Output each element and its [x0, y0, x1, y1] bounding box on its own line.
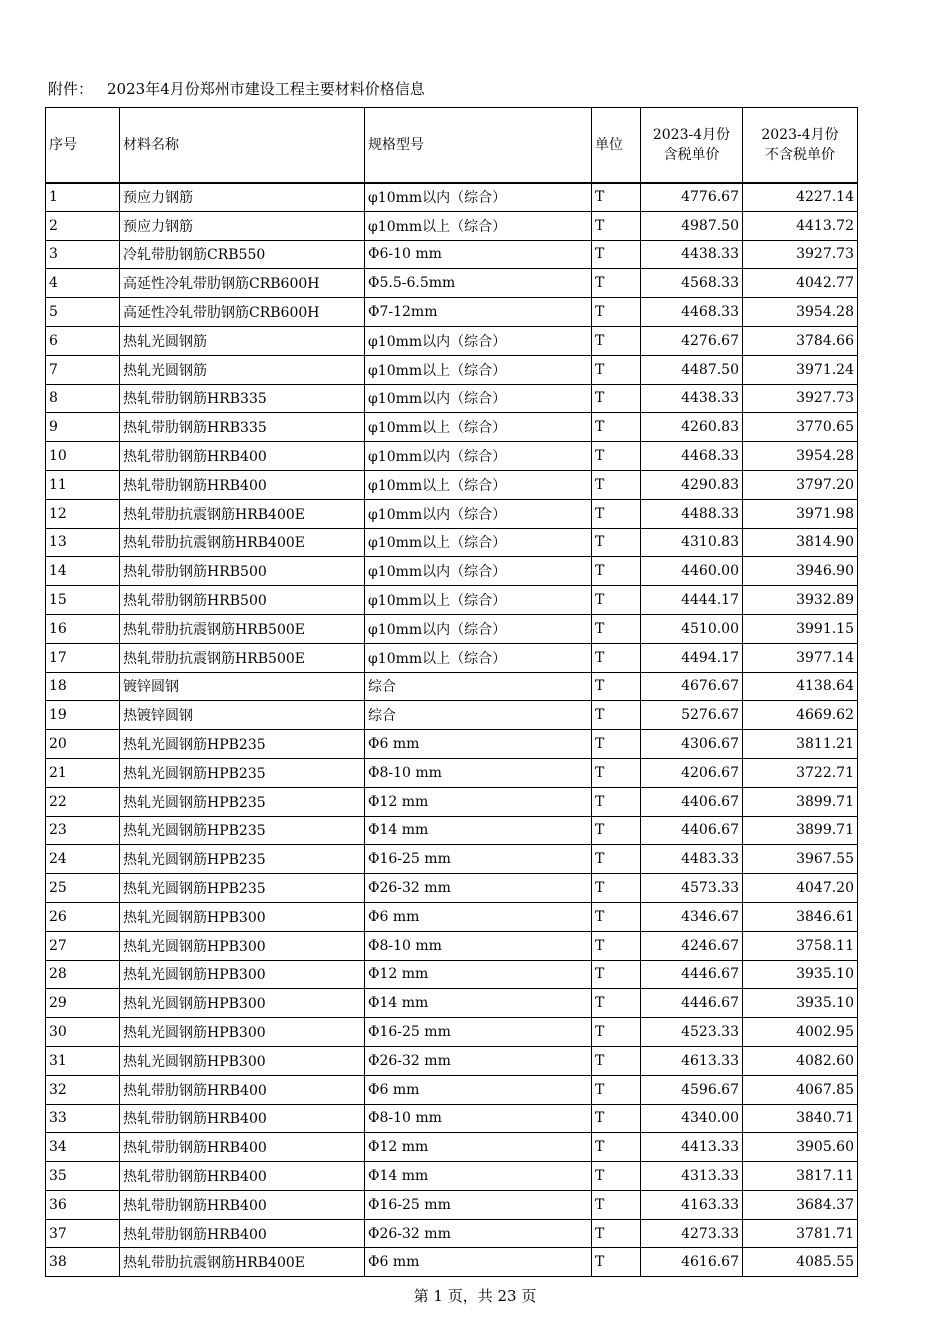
cell-no: 36	[46, 1190, 120, 1219]
cell-price-notax: 4138.64	[743, 672, 858, 701]
table-row	[46, 470, 858, 499]
table-row	[46, 1075, 858, 1104]
cell-name: 热轧带肋抗震钢筋HRB400E	[120, 499, 365, 528]
cell-spec: φ10mm以上（综合）	[365, 355, 592, 384]
table-row	[46, 874, 858, 903]
cell-unit: T	[592, 931, 641, 960]
cell-no: 15	[46, 586, 120, 615]
cell-no: 21	[46, 758, 120, 787]
cell-unit: T	[592, 672, 641, 701]
cell-name: 热轧光圆钢筋HPB300	[120, 989, 365, 1018]
cell-unit: T	[592, 730, 641, 759]
cell-unit: T	[592, 614, 641, 643]
cell-unit: T	[592, 845, 641, 874]
cell-no: 10	[46, 442, 120, 471]
cell-unit: T	[592, 355, 641, 384]
cell-no: 34	[46, 1133, 120, 1162]
table-row	[46, 413, 858, 442]
cell-name: 冷轧带肋钢筋CRB550	[120, 240, 365, 269]
cell-no: 28	[46, 960, 120, 989]
cell-name: 热轧带肋钢筋HRB400	[120, 1075, 365, 1104]
cell-no: 17	[46, 643, 120, 672]
cell-price-notax: 4067.85	[743, 1075, 858, 1104]
cell-no: 6	[46, 326, 120, 355]
cell-price-tax: 4483.33	[641, 845, 743, 874]
cell-spec: Φ12 mm	[365, 787, 592, 816]
cell-price-tax: 4568.33	[641, 269, 743, 298]
cell-unit: T	[592, 269, 641, 298]
cell-name: 热轧带肋抗震钢筋HRB400E	[120, 528, 365, 557]
cell-no: 24	[46, 845, 120, 874]
cell-no: 12	[46, 499, 120, 528]
cell-price-tax: 4246.67	[641, 931, 743, 960]
cell-price-tax: 4346.67	[641, 902, 743, 931]
table-row	[46, 614, 858, 643]
cell-spec: φ10mm以内（综合）	[365, 557, 592, 586]
table-row	[46, 557, 858, 586]
cell-spec: 综合	[365, 701, 592, 730]
cell-name: 镀锌圆钢	[120, 672, 365, 701]
cell-no: 18	[46, 672, 120, 701]
cell-spec: φ10mm以上（综合）	[365, 643, 592, 672]
cell-spec: Φ8-10 mm	[365, 758, 592, 787]
cell-spec: φ10mm以内（综合）	[365, 326, 592, 355]
table-row	[46, 528, 858, 557]
table-row	[46, 701, 858, 730]
cell-spec: Φ6 mm	[365, 902, 592, 931]
cell-spec: Φ8-10 mm	[365, 931, 592, 960]
cell-spec: φ10mm以上（综合）	[365, 470, 592, 499]
cell-name: 热轧带肋钢筋HRB500	[120, 557, 365, 586]
table-row	[46, 989, 858, 1018]
table-row	[46, 1219, 858, 1248]
cell-price-tax: 4616.67	[641, 1248, 743, 1277]
cell-spec: Φ6 mm	[365, 730, 592, 759]
cell-spec: Φ16-25 mm	[365, 845, 592, 874]
cell-unit: T	[592, 1219, 641, 1248]
cell-price-notax: 3967.55	[743, 845, 858, 874]
cell-price-tax: 4488.33	[641, 499, 743, 528]
cell-name: 热轧光圆钢筋	[120, 326, 365, 355]
cell-price-tax: 4163.33	[641, 1190, 743, 1219]
table-row	[46, 183, 858, 212]
cell-price-notax: 3946.90	[743, 557, 858, 586]
table-row	[46, 1046, 858, 1075]
cell-no: 9	[46, 413, 120, 442]
cell-price-tax: 4676.67	[641, 672, 743, 701]
cell-price-tax: 4523.33	[641, 1018, 743, 1047]
table-row	[46, 643, 858, 672]
table-row	[46, 298, 858, 327]
cell-price-notax: 3971.24	[743, 355, 858, 384]
cell-unit: T	[592, 211, 641, 240]
cell-no: 22	[46, 787, 120, 816]
cell-spec: Φ6-10 mm	[365, 240, 592, 269]
cell-name: 热轧带肋抗震钢筋HRB500E	[120, 614, 365, 643]
cell-price-tax: 4776.67	[641, 183, 743, 212]
table-row	[46, 1133, 858, 1162]
cell-price-tax: 4446.67	[641, 960, 743, 989]
cell-name: 热轧光圆钢筋HPB235	[120, 787, 365, 816]
cell-unit: T	[592, 413, 641, 442]
cell-price-tax: 4987.50	[641, 211, 743, 240]
cell-price-tax: 4613.33	[641, 1046, 743, 1075]
table-row	[46, 902, 858, 931]
cell-price-tax: 4460.00	[641, 557, 743, 586]
table-body	[46, 183, 858, 1277]
header-no: 序号	[46, 108, 120, 183]
cell-price-tax: 4290.83	[641, 470, 743, 499]
cell-spec: Φ14 mm	[365, 816, 592, 845]
cell-price-tax: 5276.67	[641, 701, 743, 730]
document-title	[48, 78, 425, 100]
cell-unit: T	[592, 816, 641, 845]
cell-price-notax: 3977.14	[743, 643, 858, 672]
cell-price-notax: 4413.72	[743, 211, 858, 240]
cell-price-notax: 4002.95	[743, 1018, 858, 1047]
cell-name: 热轧带肋钢筋HRB400	[120, 1104, 365, 1133]
cell-unit: T	[592, 1046, 641, 1075]
cell-no: 27	[46, 931, 120, 960]
cell-name: 预应力钢筋	[120, 183, 365, 212]
cell-price-notax: 3927.73	[743, 240, 858, 269]
cell-spec: Φ26-32 mm	[365, 874, 592, 903]
cell-unit: T	[592, 1190, 641, 1219]
cell-spec: Φ26-32 mm	[365, 1046, 592, 1075]
cell-price-notax: 3840.71	[743, 1104, 858, 1133]
cell-spec: Φ12 mm	[365, 1133, 592, 1162]
cell-price-notax: 3991.15	[743, 614, 858, 643]
cell-name: 热轧光圆钢筋HPB235	[120, 730, 365, 759]
cell-price-notax: 4669.62	[743, 701, 858, 730]
table-row	[46, 787, 858, 816]
cell-price-notax: 3684.37	[743, 1190, 858, 1219]
table-row	[46, 269, 858, 298]
cell-price-notax: 3784.66	[743, 326, 858, 355]
cell-price-tax: 4276.67	[641, 326, 743, 355]
cell-no: 29	[46, 989, 120, 1018]
header-price-tax-label: 含税单价	[663, 146, 720, 163]
cell-spec: φ10mm以内（综合）	[365, 442, 592, 471]
cell-price-notax: 3905.60	[743, 1133, 858, 1162]
cell-unit: T	[592, 1104, 641, 1133]
cell-unit: T	[592, 902, 641, 931]
table-row	[46, 1248, 858, 1277]
table-row	[46, 384, 858, 413]
header-price-tax-period: 2023-4月份	[652, 126, 731, 143]
cell-price-notax: 3758.11	[743, 931, 858, 960]
cell-unit: T	[592, 960, 641, 989]
cell-name: 热轧光圆钢筋HPB300	[120, 1046, 365, 1075]
cell-spec: Φ14 mm	[365, 989, 592, 1018]
cell-price-tax: 4273.33	[641, 1219, 743, 1248]
cell-price-tax: 4413.33	[641, 1133, 743, 1162]
attachment-label: 附件：	[48, 80, 94, 98]
header-price-tax	[641, 108, 743, 183]
table-row	[46, 211, 858, 240]
cell-no: 33	[46, 1104, 120, 1133]
cell-no: 1	[46, 183, 120, 212]
cell-price-notax: 3927.73	[743, 384, 858, 413]
header-unit: 单位	[592, 108, 641, 183]
cell-price-notax: 3797.20	[743, 470, 858, 499]
cell-no: 35	[46, 1162, 120, 1191]
page-footer: 第 1 页，共 23 页	[413, 1287, 537, 1305]
cell-name: 热轧带肋钢筋HRB400	[120, 1162, 365, 1191]
cell-name: 热轧光圆钢筋HPB235	[120, 758, 365, 787]
cell-spec: φ10mm以内（综合）	[365, 183, 592, 212]
cell-unit: T	[592, 499, 641, 528]
table-row	[46, 586, 858, 615]
cell-price-tax: 4438.33	[641, 384, 743, 413]
cell-no: 16	[46, 614, 120, 643]
header-spec: 规格型号	[365, 108, 592, 183]
cell-unit: T	[592, 470, 641, 499]
cell-spec: Φ16-25 mm	[365, 1190, 592, 1219]
cell-unit: T	[592, 1018, 641, 1047]
cell-no: 31	[46, 1046, 120, 1075]
cell-no: 26	[46, 902, 120, 931]
cell-price-tax: 4444.17	[641, 586, 743, 615]
cell-name: 热轧光圆钢筋HPB235	[120, 816, 365, 845]
cell-name: 热轧带肋钢筋HRB335	[120, 384, 365, 413]
cell-spec: φ10mm以内（综合）	[365, 499, 592, 528]
table-row	[46, 816, 858, 845]
cell-price-notax: 4047.20	[743, 874, 858, 903]
cell-no: 3	[46, 240, 120, 269]
cell-price-notax: 3935.10	[743, 989, 858, 1018]
cell-name: 热轧带肋钢筋HRB500	[120, 586, 365, 615]
cell-no: 5	[46, 298, 120, 327]
table-row	[46, 326, 858, 355]
cell-spec: Φ14 mm	[365, 1162, 592, 1191]
cell-name: 热轧带肋抗震钢筋HRB500E	[120, 643, 365, 672]
cell-price-notax: 3935.10	[743, 960, 858, 989]
cell-no: 19	[46, 701, 120, 730]
cell-name: 热轧带肋钢筋HRB400	[120, 1190, 365, 1219]
cell-name: 热轧带肋钢筋HRB400	[120, 1133, 365, 1162]
cell-unit: T	[592, 1133, 641, 1162]
cell-price-notax: 3932.89	[743, 586, 858, 615]
cell-price-notax: 3770.65	[743, 413, 858, 442]
cell-price-tax: 4487.50	[641, 355, 743, 384]
table-row	[46, 730, 858, 759]
cell-unit: T	[592, 326, 641, 355]
cell-spec: Φ7-12mm	[365, 298, 592, 327]
cell-spec: φ10mm以内（综合）	[365, 384, 592, 413]
cell-unit: T	[592, 183, 641, 212]
header-row	[46, 108, 858, 183]
cell-price-tax: 4313.33	[641, 1162, 743, 1191]
cell-price-notax: 3781.71	[743, 1219, 858, 1248]
cell-price-notax: 4042.77	[743, 269, 858, 298]
cell-unit: T	[592, 643, 641, 672]
cell-unit: T	[592, 586, 641, 615]
cell-price-tax: 4468.33	[641, 442, 743, 471]
table-row	[46, 1104, 858, 1133]
cell-price-tax: 4406.67	[641, 787, 743, 816]
cell-price-tax: 4573.33	[641, 874, 743, 903]
cell-spec: Φ26-32 mm	[365, 1219, 592, 1248]
cell-no: 20	[46, 730, 120, 759]
cell-name: 热轧光圆钢筋HPB300	[120, 931, 365, 960]
header-price-notax-label: 不含税单价	[765, 146, 835, 163]
cell-name: 高延性冷轧带肋钢筋CRB600H	[120, 269, 365, 298]
cell-price-notax: 3722.71	[743, 758, 858, 787]
cell-unit: T	[592, 1162, 641, 1191]
cell-unit: T	[592, 384, 641, 413]
table-row	[46, 1018, 858, 1047]
cell-unit: T	[592, 557, 641, 586]
cell-price-notax: 3899.71	[743, 816, 858, 845]
cell-unit: T	[592, 1075, 641, 1104]
cell-spec: 综合	[365, 672, 592, 701]
table-row	[46, 845, 858, 874]
cell-spec: φ10mm以内（综合）	[365, 614, 592, 643]
cell-price-notax: 4227.14	[743, 183, 858, 212]
price-table	[45, 107, 858, 1277]
cell-name: 热轧光圆钢筋	[120, 355, 365, 384]
cell-name: 热轧带肋抗震钢筋HRB400E	[120, 1248, 365, 1277]
cell-price-notax: 4085.55	[743, 1248, 858, 1277]
cell-name: 热轧带肋钢筋HRB335	[120, 413, 365, 442]
table-row	[46, 1190, 858, 1219]
cell-no: 38	[46, 1248, 120, 1277]
cell-price-notax: 3811.21	[743, 730, 858, 759]
cell-unit: T	[592, 787, 641, 816]
cell-name: 热镀锌圆钢	[120, 701, 365, 730]
table-row	[46, 355, 858, 384]
cell-no: 11	[46, 470, 120, 499]
cell-unit: T	[592, 240, 641, 269]
cell-no: 30	[46, 1018, 120, 1047]
cell-price-tax: 4446.67	[641, 989, 743, 1018]
title-text: 2023年4月份郑州市建设工程主要材料价格信息	[107, 80, 425, 98]
table-row	[46, 931, 858, 960]
cell-name: 热轧带肋钢筋HRB400	[120, 442, 365, 471]
cell-unit: T	[592, 1248, 641, 1277]
cell-no: 8	[46, 384, 120, 413]
cell-price-tax: 4310.83	[641, 528, 743, 557]
cell-name: 热轧光圆钢筋HPB235	[120, 845, 365, 874]
cell-spec: φ10mm以上（综合）	[365, 528, 592, 557]
cell-spec: φ10mm以上（综合）	[365, 413, 592, 442]
cell-no: 13	[46, 528, 120, 557]
cell-spec: Φ12 mm	[365, 960, 592, 989]
cell-price-notax: 3971.98	[743, 499, 858, 528]
table-row	[46, 499, 858, 528]
cell-price-tax: 4596.67	[641, 1075, 743, 1104]
cell-unit: T	[592, 989, 641, 1018]
cell-price-tax: 4468.33	[641, 298, 743, 327]
cell-no: 32	[46, 1075, 120, 1104]
cell-no: 37	[46, 1219, 120, 1248]
cell-name: 热轧光圆钢筋HPB300	[120, 1018, 365, 1047]
cell-spec: Φ6 mm	[365, 1248, 592, 1277]
cell-spec: Φ6 mm	[365, 1075, 592, 1104]
header-price-notax	[743, 108, 858, 183]
cell-unit: T	[592, 298, 641, 327]
cell-price-notax: 3899.71	[743, 787, 858, 816]
cell-spec: φ10mm以上（综合）	[365, 586, 592, 615]
table-row	[46, 758, 858, 787]
cell-price-tax: 4494.17	[641, 643, 743, 672]
cell-price-tax: 4438.33	[641, 240, 743, 269]
cell-name: 热轧带肋钢筋HRB400	[120, 1219, 365, 1248]
cell-no: 23	[46, 816, 120, 845]
cell-spec: Φ16-25 mm	[365, 1018, 592, 1047]
table-row	[46, 960, 858, 989]
cell-price-tax: 4306.67	[641, 730, 743, 759]
cell-price-notax: 4082.60	[743, 1046, 858, 1075]
cell-no: 25	[46, 874, 120, 903]
cell-spec: φ10mm以上（综合）	[365, 211, 592, 240]
cell-no: 4	[46, 269, 120, 298]
cell-name: 热轧光圆钢筋HPB235	[120, 874, 365, 903]
cell-no: 7	[46, 355, 120, 384]
table-row	[46, 240, 858, 269]
cell-price-tax: 4260.83	[641, 413, 743, 442]
cell-spec: Φ8-10 mm	[365, 1104, 592, 1133]
cell-no: 2	[46, 211, 120, 240]
cell-price-tax: 4406.67	[641, 816, 743, 845]
cell-name: 高延性冷轧带肋钢筋CRB600H	[120, 298, 365, 327]
table-row	[46, 672, 858, 701]
table-header	[46, 108, 858, 183]
cell-unit: T	[592, 874, 641, 903]
cell-unit: T	[592, 442, 641, 471]
cell-price-tax: 4340.00	[641, 1104, 743, 1133]
cell-name: 热轧光圆钢筋HPB300	[120, 902, 365, 931]
cell-unit: T	[592, 758, 641, 787]
cell-name: 热轧光圆钢筋HPB300	[120, 960, 365, 989]
cell-price-tax: 4206.67	[641, 758, 743, 787]
cell-price-notax: 3814.90	[743, 528, 858, 557]
cell-unit: T	[592, 701, 641, 730]
cell-price-tax: 4510.00	[641, 614, 743, 643]
cell-name: 热轧带肋钢筋HRB400	[120, 470, 365, 499]
header-name: 材料名称	[120, 108, 365, 183]
cell-unit: T	[592, 528, 641, 557]
header-price-notax-period: 2023-4月份	[761, 126, 839, 143]
cell-price-notax: 3846.61	[743, 902, 858, 931]
cell-spec: Φ5.5-6.5mm	[365, 269, 592, 298]
table-row	[46, 442, 858, 471]
cell-name: 预应力钢筋	[120, 211, 365, 240]
cell-price-notax: 3954.28	[743, 442, 858, 471]
table-row	[46, 1162, 858, 1191]
cell-price-notax: 3817.11	[743, 1162, 858, 1191]
cell-no: 14	[46, 557, 120, 586]
cell-price-notax: 3954.28	[743, 298, 858, 327]
